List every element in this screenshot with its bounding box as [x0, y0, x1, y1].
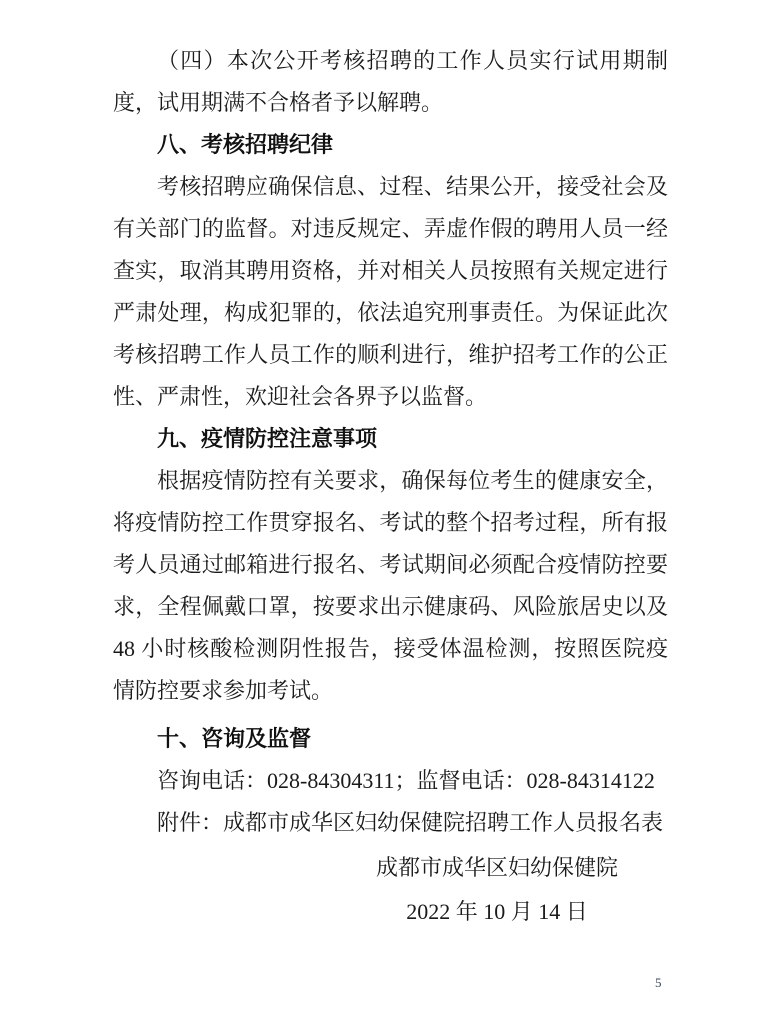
page-number: 5	[655, 975, 662, 990]
contact-phones-line: 咨询电话：028-84304311；监督电话：028-84314122	[157, 768, 655, 793]
section-8-body: 考核招聘应确保信息、过程、结果公开，接受社会及有关部门的监督。对违反规定、弄虚作假的聘用人员一经查实，取消其聘用资格，并对相关人员按照有关规定进行严肃处理，构成犯罪的，依法追究刑事责任。为保证此次考核招聘工作人员工作的顺利进行，维护招考工作的公正性、严肃性，欢迎社会各界予以监督。	[113, 174, 668, 409]
section-10-heading: 十、咨询及监督	[157, 726, 312, 751]
paragraph-probation: （四）本次公开考核招聘的工作人员实行试用期制度，试用期满不合格者予以解聘。	[113, 48, 668, 115]
signature-org: 成都市成华区妇幼保健院	[375, 855, 618, 880]
signature-block	[113, 846, 668, 934]
section-8-heading: 八、考核招聘纪律	[157, 132, 334, 157]
attachment-line: 附件：成都市成华区妇幼保健院招聘工作人员报名表	[157, 810, 664, 835]
section-9-heading: 九、疫情防控注意事项	[157, 426, 378, 451]
section-9-body: 根据疫情防控有关要求，确保每位考生的健康安全，将疫情防控工作贯穿报名、考试的整个招考过程，所有报考人员通过邮箱进行报名、考试期间必须配合疫情防控要求，全程佩戴口罩，按要求出示健康码、风险旅居史以及 48 小时核酸检测阴性报告，接受体温检测，按照医院疫情防控要求参加考试。	[113, 468, 668, 703]
document-content	[113, 40, 668, 934]
signature-date: 2022 年 10 月 14 日	[406, 899, 588, 924]
